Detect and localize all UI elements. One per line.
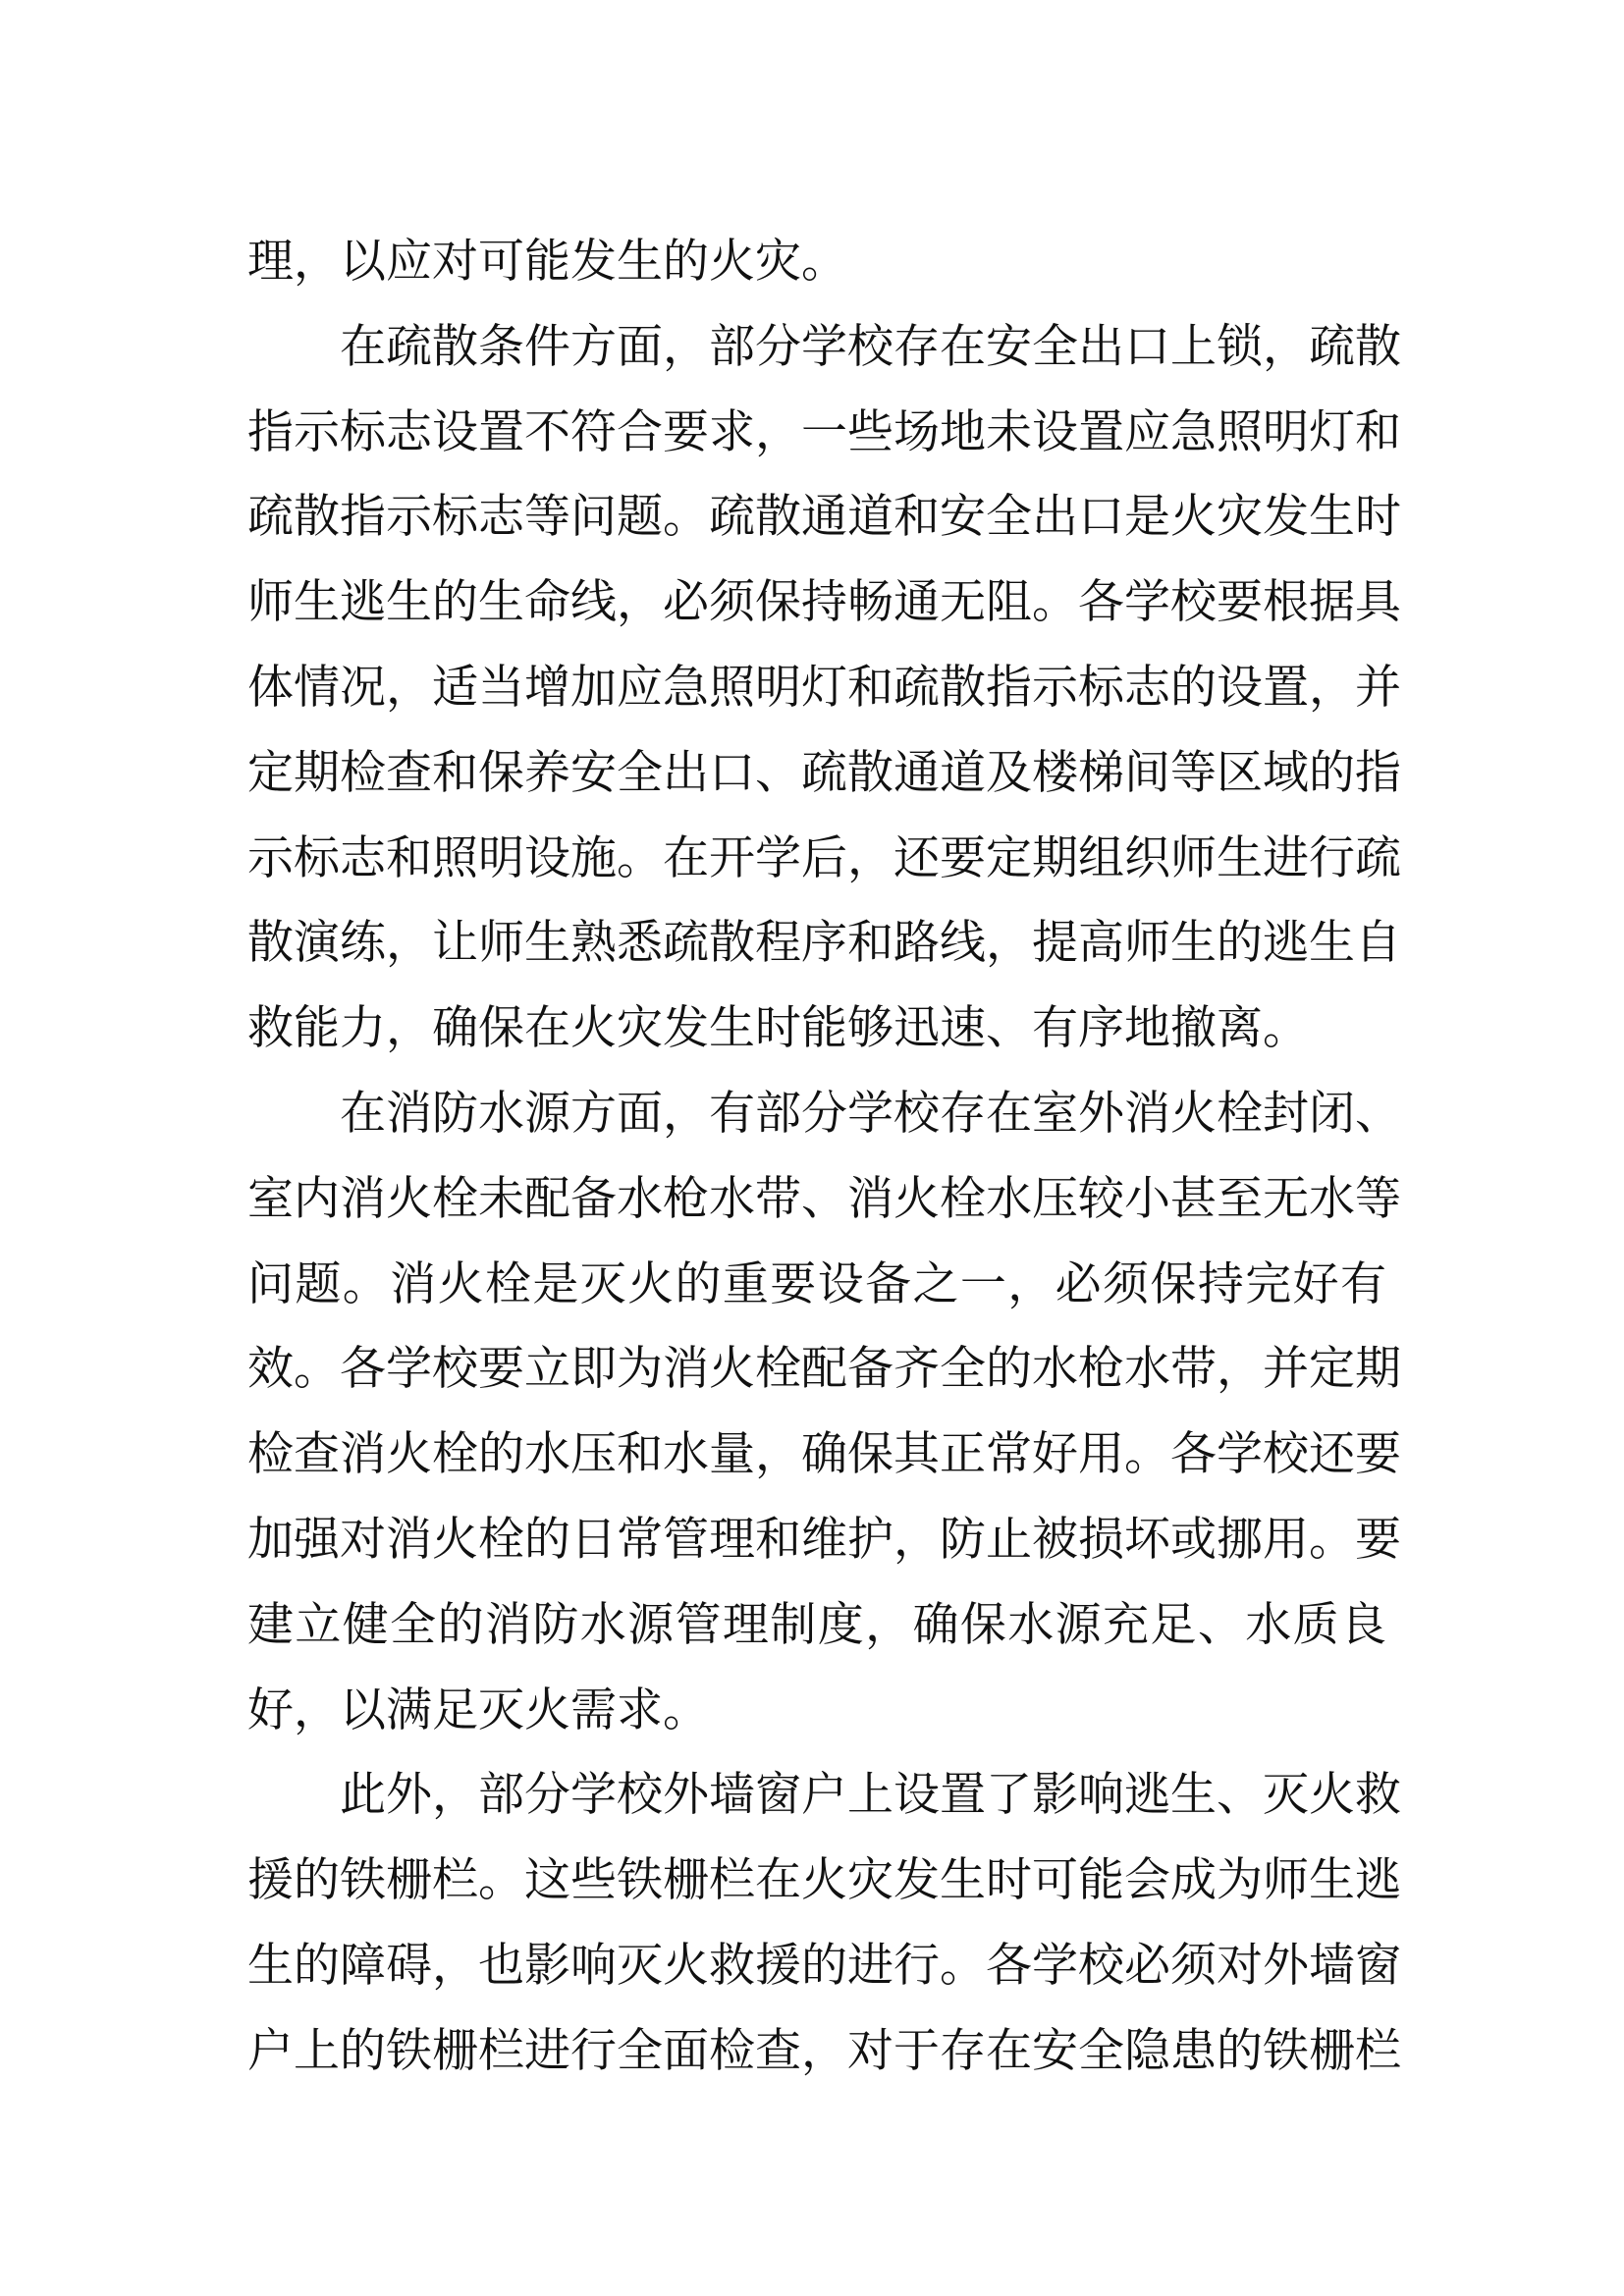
text-line: 生的障碍，也影响灭火救援的进行。各学校必须对外墙窗	[247, 1938, 1401, 1993]
text-line: 体情况，适当增加应急照明灯和疏散指示标志的设置，并	[247, 660, 1401, 715]
paragraph-start-line: 在疏散条件方面，部分学校存在安全出口上锁，疏散	[340, 319, 1401, 374]
text-line: 问题。消火栓是灭火的重要设备之一，必须保持完好有	[247, 1256, 1386, 1311]
text-line: 检查消火栓的水压和水量，确保其正常好用。各学校还要	[247, 1427, 1401, 1482]
text-line: 好，以满足灭火需求。	[247, 1682, 709, 1737]
text-line: 救能力，确保在火灾发生时能够迅速、有序地撤离。	[247, 1001, 1309, 1056]
paragraph-start-line: 在消防水源方面，有部分学校存在室外消火栓封闭、	[340, 1086, 1401, 1141]
text-line: 室内消火栓未配备水枪水带、消火栓水压较小甚至无水等	[247, 1171, 1401, 1226]
text-line: 建立健全的消防水源管理制度，确保水源充足、水质良	[247, 1597, 1386, 1652]
text-line: 理，以应对可能发生的火灾。	[247, 235, 847, 289]
text-line: 援的铁栅栏。这些铁栅栏在火灾发生时可能会成为师生逃	[247, 1853, 1401, 1908]
text-line: 师生逃生的生命线，必须保持畅通无阻。各学校要根据具	[247, 575, 1401, 630]
text-line: 加强对消火栓的日常管理和维护，防止被损坏或挪用。要	[247, 1512, 1401, 1567]
paragraph-start-line: 此外，部分学校外墙窗户上设置了影响逃生、灭火救	[340, 1768, 1401, 1823]
text-line: 定期检查和保养安全出口、疏散通道及楼梯间等区域的指	[247, 745, 1401, 800]
text-line: 疏散指示标志等问题。疏散通道和安全出口是火灾发生时	[247, 490, 1401, 545]
text-line: 户上的铁栅栏进行全面检查，对于存在安全隐患的铁栅栏	[247, 2023, 1401, 2078]
text-line: 散演练，让师生熟悉疏散程序和路线，提高师生的逃生自	[247, 916, 1401, 971]
text-line: 效。各学校要立即为消火栓配备齐全的水枪水带，并定期	[247, 1342, 1401, 1397]
text-line: 示标志和照明设施。在开学后，还要定期组织师生进行疏	[247, 830, 1401, 885]
document-body	[247, 234, 1401, 2109]
text-line: 指示标志设置不符合要求，一些场地未设置应急照明灯和	[247, 404, 1401, 459]
